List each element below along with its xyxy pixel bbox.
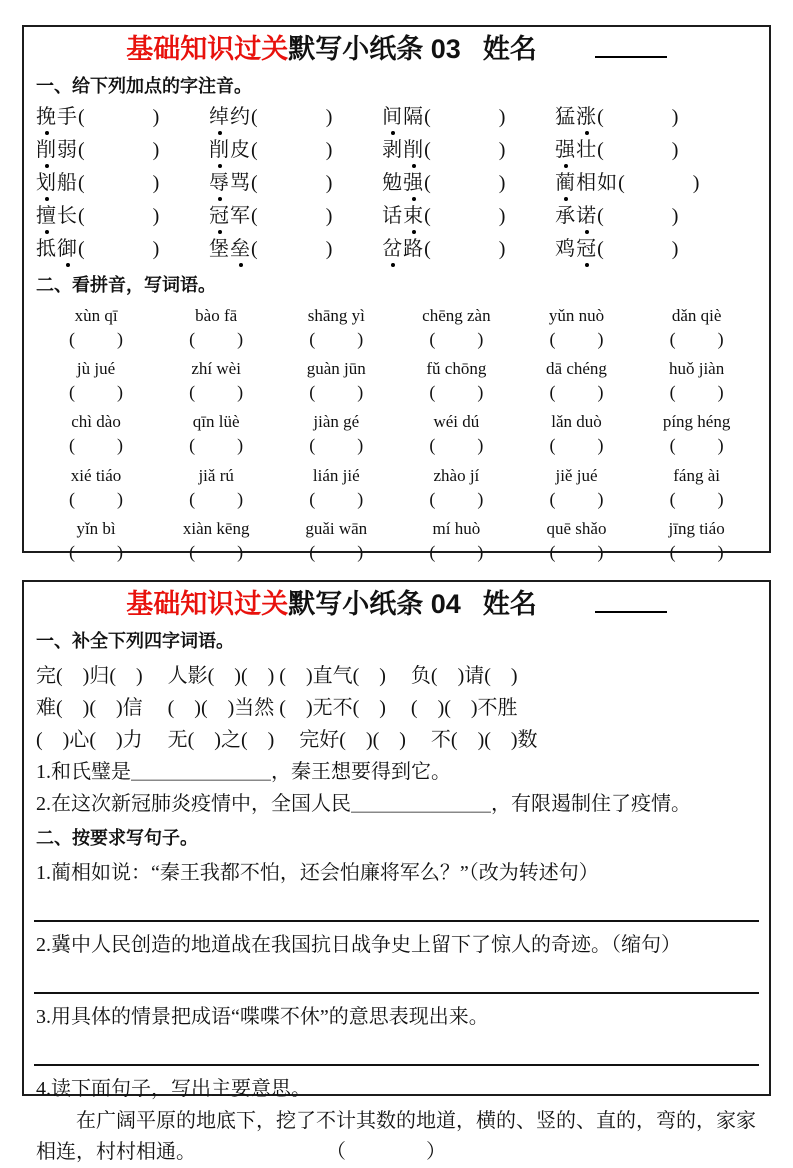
title-main: 默写小纸条 03: [288, 34, 461, 64]
pinyin-item: [276, 305, 396, 351]
pinyin-row: [36, 305, 757, 351]
answer-paren-blank: ( ): [597, 204, 679, 227]
pinyin-item: [516, 518, 636, 564]
answer-paren-blank: ( ): [309, 488, 364, 509]
annotation-item: [209, 205, 382, 228]
answer-paren-blank: ( ): [189, 435, 244, 456]
dotted-char: 削: [209, 138, 231, 161]
answer-paren-blank: ( ): [309, 435, 364, 456]
annotation-word: 岔路: [382, 237, 425, 260]
annotation-item: [382, 139, 555, 162]
annotation-word: 间隔: [382, 105, 425, 128]
answer-paren-blank: ( ): [309, 328, 364, 349]
answer-paren-blank: ( ): [189, 328, 244, 349]
annotation-item: [209, 238, 382, 261]
pinyin-item: [396, 411, 516, 457]
pinyin-text: yǔn nuò: [548, 305, 605, 325]
dotted-char: 御: [57, 237, 78, 260]
annotation-word: 划船: [36, 171, 78, 194]
answer-paren-blank: ( ): [78, 105, 160, 128]
answer-paren-blank: ( ): [424, 237, 506, 260]
answer-paren-blank: ( ): [78, 138, 160, 161]
card-03-title: [36, 33, 757, 67]
pinyin-item: [36, 518, 156, 564]
sentence-item: 2.冀中人民创造的地道战在我国抗日战争史上留下了惊人的奇迹。（缩句）: [36, 933, 681, 956]
pinyin-write-grid: [36, 305, 757, 565]
dotted-char: 强: [555, 138, 577, 161]
annotation-item: [209, 106, 382, 129]
pinyin-text: chēng zàn: [422, 305, 491, 325]
pinyin-item: [396, 358, 516, 404]
pinyin-text: shāng yì: [307, 305, 365, 325]
fill-blank-sentence: 1.和氏璧是＿＿＿＿＿＿＿，秦王想要得到它。: [36, 760, 451, 783]
pinyin-text: jiǎ rú: [198, 465, 234, 485]
annotation-word: 鸡冠: [555, 237, 598, 260]
dotted-char: 强: [403, 171, 425, 194]
pinyin-text: jù jué: [76, 359, 116, 379]
answer-paren-blank: ( ): [549, 328, 604, 349]
passage-text: 在广阔平原的地底下，挖了不计其数的地道，横的、竖的、直的，弯的，家家相连，村村相通。: [36, 1109, 756, 1163]
annotation-item: [555, 205, 757, 228]
pinyin-row: [36, 411, 757, 457]
answer-paren-blank: ( ): [309, 382, 364, 403]
answer-paren-blank: ( ): [597, 237, 679, 260]
idiom-line: 难( )( )信 ( )( )当然 ( )无不( ) ( )( )不胜: [36, 696, 518, 719]
annotation-item: [36, 139, 209, 162]
pinyin-item: [516, 305, 636, 351]
answer-paren-blank: ( ): [549, 435, 604, 456]
annotation-item: [36, 172, 209, 195]
dotted-char: 涨: [576, 105, 598, 128]
title-highlight: 基础知识过关: [126, 589, 289, 619]
pinyin-item: [156, 465, 276, 511]
pinyin-item: [516, 465, 636, 511]
title-highlight: 基础知识过关: [126, 34, 289, 64]
name-label: 姓名: [482, 34, 537, 64]
answer-paren-blank: ( ): [549, 488, 604, 509]
annotation-word: 削皮: [209, 138, 252, 161]
annotation-word: 话束: [382, 204, 425, 227]
pinyin-text: jīng tiáo: [668, 519, 725, 539]
pinyin-text: xiàn kēng: [182, 519, 250, 539]
annotation-item: [382, 205, 555, 228]
pinyin-text: píng héng: [662, 412, 731, 432]
dotted-char: 绰: [209, 105, 231, 128]
pinyin-item: [156, 358, 276, 404]
pinyin-text: jiàn gé: [313, 412, 360, 432]
annotation-word: 冠军: [209, 204, 252, 227]
answer-paren-blank: ( ): [69, 382, 124, 403]
section-2-heading: 二、按要求写句子。: [36, 827, 198, 848]
title-main: 默写小纸条 04: [288, 589, 461, 619]
answer-paren-blank: ( ): [549, 382, 604, 403]
pinyin-row: [36, 465, 757, 511]
annotation-word: 挽手: [36, 105, 78, 128]
annotation-item: [209, 172, 382, 195]
pinyin-item: [156, 411, 276, 457]
annotation-row: [36, 139, 757, 162]
annotation-item: [36, 205, 209, 228]
pinyin-row: [36, 358, 757, 404]
annotation-word: 猛涨: [555, 105, 598, 128]
answer-paren-blank: ( ): [424, 105, 506, 128]
pinyin-text: fáng ài: [673, 465, 720, 485]
answer-paren-blank: ( ): [251, 237, 333, 260]
pinyin-item: [637, 305, 757, 351]
annotation-word: 勉强: [382, 171, 425, 194]
pinyin-text: dǎn qiè: [671, 305, 722, 325]
pinyin-item: [637, 465, 757, 511]
name-label: 姓名: [482, 589, 537, 619]
answer-write-line: [34, 1034, 759, 1066]
annotation-word: 剥削: [382, 138, 425, 161]
answer-paren-blank: ( ): [618, 171, 700, 194]
annotation-word: 强壮: [555, 138, 598, 161]
pinyin-item: [516, 358, 636, 404]
annotation-item: [36, 106, 209, 129]
section-2-heading: 二、看拼音，写词语。: [36, 274, 216, 295]
pinyin-text: lián jié: [312, 465, 360, 485]
pinyin-row: [36, 518, 757, 564]
pinyin-item: [36, 305, 156, 351]
pinyin-text: qīn lüè: [192, 412, 240, 432]
sentence-item: 4.读下面句子，写出主要意思。: [36, 1077, 311, 1100]
dotted-char: 诺: [576, 204, 598, 227]
pinyin-text: xùn qī: [74, 305, 118, 325]
dotted-char: 辱: [209, 171, 231, 194]
worksheet-card-03: [22, 25, 771, 562]
annotation-word: 擅长: [36, 204, 78, 227]
pinyin-text: mí huò: [432, 519, 481, 539]
answer-paren-blank: ( ): [597, 138, 679, 161]
annotation-row: [36, 106, 757, 129]
answer-paren-blank: ( ): [669, 435, 724, 456]
answer-paren-blank: ( ): [189, 542, 244, 562]
answer-paren-blank: ( ): [189, 488, 244, 509]
annotation-word: 承诺: [555, 204, 598, 227]
pinyin-text: guǎi wān: [305, 519, 368, 539]
answer-paren-blank: ( ): [424, 204, 506, 227]
answer-paren-blank: ( ): [189, 382, 244, 403]
annotation-item: [555, 139, 757, 162]
pinyin-item: [276, 465, 396, 511]
answer-paren-blank: ( ): [69, 488, 124, 509]
pinyin-item: [156, 305, 276, 351]
answer-paren-blank: ( ): [429, 328, 484, 349]
answer-paren-blank: ( ): [251, 204, 333, 227]
pinyin-item: [156, 518, 276, 564]
pinyin-item: [396, 305, 516, 351]
section-1-heading: 一、给下列加点的字注音。: [36, 75, 252, 96]
fill-blank-sentence: 2.在这次新冠肺炎疫情中，全国人民＿＿＿＿＿＿＿，有限遏制住了疫情。: [36, 792, 691, 815]
idiom-line: ( )心( )力 无( )之( ) 完好( )( ) 不( )( )数: [36, 728, 538, 751]
section-1-heading: 一、补全下列四字词语。: [36, 630, 234, 651]
pinyin-item: [396, 465, 516, 511]
pinyin-item: [516, 411, 636, 457]
sentence-item: 1.蔺相如说：“秦王我都不怕，还会怕廉将军么？”（改为转述句）: [36, 861, 599, 884]
pinyin-text: guàn jūn: [306, 359, 366, 379]
pinyin-text: wéi dú: [433, 412, 480, 432]
answer-paren-blank: ( ): [309, 542, 364, 562]
pinyin-item: [637, 358, 757, 404]
pinyin-text: dā chéng: [546, 359, 607, 379]
answer-paren-blank: ( ): [669, 328, 724, 349]
annotation-word: 堡垒: [209, 237, 252, 260]
answer-paren-blank: ( ): [429, 542, 484, 562]
pinyin-item: [637, 518, 757, 564]
answer-paren-blank: ( ): [69, 435, 124, 456]
dotted-char: 挽: [36, 105, 57, 128]
pinyin-item: [637, 411, 757, 457]
answer-paren-blank: ( ): [78, 171, 160, 194]
answer-paren-blank: ( ): [597, 105, 679, 128]
annotation-row: [36, 238, 757, 261]
dotted-char: 冠: [576, 237, 598, 260]
pinyin-text: lǎn duò: [551, 412, 602, 432]
dotted-char: 削: [36, 138, 57, 161]
pinyin-annotation-grid: [36, 106, 757, 261]
name-blank-line: [595, 611, 667, 613]
dotted-char: 岔: [382, 237, 404, 260]
dotted-char: 削: [403, 138, 425, 161]
dotted-char: 划: [36, 171, 57, 194]
idiom-line: 完( )归( ) 人影( )( ) ( )直气( ) 负( )请( ): [36, 664, 518, 687]
pinyin-text: jiě jué: [555, 465, 598, 485]
name-blank-line: [595, 56, 667, 58]
answer-paren-blank: ( ): [251, 138, 333, 161]
pinyin-text: xié tiáo: [70, 465, 122, 485]
answer-paren-blank: ( ): [429, 435, 484, 456]
answer-paren-blank: ( ): [669, 542, 724, 562]
answer-paren-blank: ( ): [549, 542, 604, 562]
annotation-word: 蔺相如: [555, 171, 619, 194]
reading-passage: [36, 1106, 757, 1168]
pinyin-item: [276, 411, 396, 457]
answer-paren-blank: ( ): [251, 171, 333, 194]
pinyin-item: [36, 411, 156, 457]
worksheet-card-04: [22, 580, 771, 1163]
answer-paren-blank: ( ): [251, 105, 333, 128]
dotted-char: 间: [382, 105, 404, 128]
annotation-item: [555, 106, 757, 129]
pinyin-text: bào fā: [195, 305, 238, 325]
answer-paren-blank: ( ): [78, 237, 160, 260]
annotation-item: [36, 238, 209, 261]
annotation-word: 绰约: [209, 105, 252, 128]
annotation-row: [36, 205, 757, 228]
passage-paren-blank: （ ）: [336, 1140, 446, 1163]
annotation-word: 辱骂: [209, 171, 252, 194]
answer-paren-blank: ( ): [669, 382, 724, 403]
pinyin-text: quē shǎo: [546, 519, 607, 539]
dotted-char: 冠: [209, 204, 231, 227]
pinyin-text: zhào jí: [433, 465, 480, 485]
sentence-item: 3.用具体的情景把成语“喋喋不休”的意思表现出来。: [36, 1005, 489, 1028]
pinyin-item: [276, 358, 396, 404]
dotted-char: 蔺: [555, 171, 577, 194]
annotation-word: 削弱: [36, 138, 78, 161]
pinyin-text: fǔ chōng: [426, 359, 487, 379]
pinyin-text: chì dào: [71, 412, 121, 432]
annotation-item: [555, 238, 757, 261]
pinyin-item: [36, 358, 156, 404]
annotation-word: 抵御: [36, 237, 78, 260]
pinyin-text: huǒ jiàn: [668, 359, 725, 379]
answer-write-line: [34, 962, 759, 994]
annotation-row: [36, 172, 757, 195]
answer-paren-blank: ( ): [69, 542, 124, 562]
annotation-item: [382, 238, 555, 261]
dotted-char: 束: [403, 204, 425, 227]
pinyin-item: [396, 518, 516, 564]
answer-paren-blank: ( ): [429, 382, 484, 403]
annotation-item: [382, 172, 555, 195]
annotation-item: [555, 172, 757, 195]
dotted-char: 擅: [36, 204, 57, 227]
answer-paren-blank: ( ): [669, 488, 724, 509]
card-04-title: [36, 588, 757, 622]
answer-write-line: [34, 890, 759, 922]
pinyin-text: zhí wèi: [191, 359, 241, 379]
pinyin-text: yǐn bì: [76, 519, 116, 539]
dotted-char: 垒: [230, 237, 252, 260]
answer-paren-blank: ( ): [78, 204, 160, 227]
answer-paren-blank: ( ): [429, 488, 484, 509]
pinyin-item: [276, 518, 396, 564]
answer-paren-blank: ( ): [424, 171, 506, 194]
answer-paren-blank: ( ): [69, 328, 124, 349]
answer-paren-blank: ( ): [424, 138, 506, 161]
pinyin-item: [36, 465, 156, 511]
annotation-item: [382, 106, 555, 129]
annotation-item: [209, 139, 382, 162]
